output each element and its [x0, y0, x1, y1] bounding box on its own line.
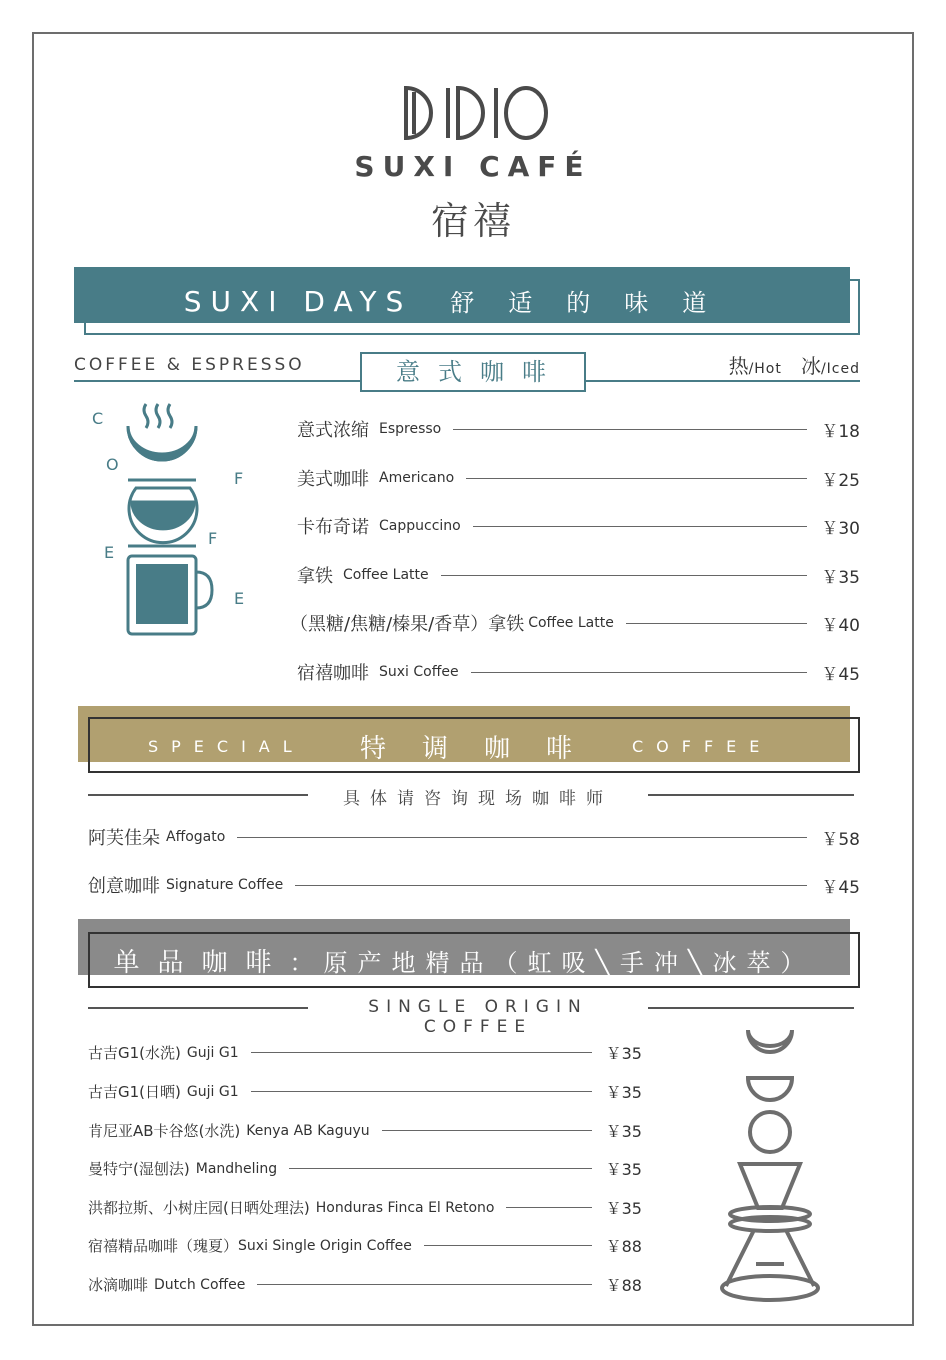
leader-line	[506, 1207, 591, 1208]
item-price: ￥35	[605, 1122, 642, 1141]
menu-item	[88, 872, 860, 898]
espresso-title-zh: 意式咖啡	[360, 352, 586, 392]
item-process-note: (日晒处理法)	[223, 1199, 310, 1217]
item-process-note: (水洗)	[198, 1122, 241, 1140]
icon-letter-c: C	[92, 409, 104, 428]
menu-item	[88, 1119, 642, 1142]
menu-item	[297, 659, 860, 685]
icon-letter-e2: E	[234, 589, 245, 608]
leader-line	[453, 429, 807, 430]
item-price: ￥88	[605, 1237, 642, 1256]
item-price: ￥35	[605, 1199, 642, 1218]
leader-line	[251, 1091, 592, 1092]
item-name-en: Honduras Finca El Retono	[315, 1199, 495, 1216]
hot-label-zh: 热	[728, 354, 749, 378]
iced-label-en: /Iced	[820, 361, 860, 377]
item-name-en: Espresso	[379, 421, 442, 437]
leader-line	[441, 575, 808, 576]
item-name-zh: 古吉G1	[88, 1083, 140, 1101]
didio-logo-icon	[400, 84, 550, 142]
item-name-zh: （黑糖/焦糖/榛果/香草）拿铁	[290, 614, 525, 635]
item-name-en: Coffee Latte	[528, 615, 614, 631]
menu-item	[290, 610, 860, 636]
leader-line	[257, 1284, 591, 1285]
leader-line	[382, 1130, 592, 1131]
menu-item	[297, 416, 860, 442]
item-name-en: Kenya AB Kaguyu	[246, 1122, 370, 1139]
menu-item	[88, 1273, 642, 1296]
item-price: ￥35	[821, 567, 860, 588]
single-origin-subtitle: SINGLE ORIGIN COFFEE	[368, 997, 588, 1037]
icon-letter-f2: F	[208, 529, 218, 548]
espresso-title-en: COFFEE & ESPRESSO	[74, 355, 305, 375]
item-name-en: Suxi Single Origin Coffee	[238, 1237, 412, 1254]
item-name-en: Cappuccino	[379, 518, 461, 534]
special-note: 具体请咨询现场咖啡师	[343, 789, 613, 809]
menu-item	[297, 465, 860, 491]
leader-line	[289, 1168, 591, 1169]
menu-item	[88, 1080, 642, 1103]
coffee-stack-icon	[86, 400, 256, 640]
item-name-zh: 曼特宁	[88, 1160, 134, 1178]
item-price: ￥40	[821, 615, 860, 636]
item-price: ￥45	[821, 664, 860, 685]
item-process-note: (日晒)	[139, 1083, 181, 1101]
item-name-en: Dutch Coffee	[154, 1276, 246, 1293]
item-price: ￥45	[821, 877, 860, 898]
item-price: ￥88	[605, 1276, 642, 1295]
item-name-zh: 宿禧精品咖啡	[88, 1237, 179, 1255]
item-price: ￥58	[821, 829, 860, 850]
item-name-zh: 美式咖啡	[297, 469, 369, 490]
item-name-zh: 宿禧咖啡	[297, 663, 369, 684]
item-name-zh: 意式浓缩	[297, 420, 369, 441]
leader-line	[295, 885, 807, 886]
item-name-en: Guji G1	[186, 1044, 239, 1061]
item-price: ￥35	[605, 1160, 642, 1179]
item-name-zh: 拿铁	[297, 566, 333, 587]
brand-name-zh: 宿禧	[430, 199, 515, 243]
divider-right	[648, 1007, 854, 1009]
special-right: COFFEE	[632, 737, 773, 756]
item-process-note: (水洗)	[139, 1044, 181, 1062]
item-name-en: Coffee Latte	[343, 567, 429, 583]
hot-iced-legend	[729, 350, 860, 379]
leader-line	[424, 1245, 592, 1246]
item-name-zh: 古吉G1	[88, 1044, 140, 1062]
suxi-days-banner-text	[74, 283, 850, 318]
divider-right	[648, 794, 854, 796]
special-left: SPECIAL	[148, 737, 305, 756]
single-origin-title-rest: ：原产地精品（虹吸╲手冲╲冰萃）	[289, 949, 815, 977]
item-name-zh: 肯尼亚AB卡谷悠	[88, 1122, 199, 1140]
icon-letter-o: O	[106, 455, 119, 474]
banner-main-en: SUXI DAYS	[183, 285, 413, 318]
leader-line	[466, 478, 807, 479]
item-name-zh: 卡布奇诺	[297, 517, 369, 538]
item-price: ￥18	[821, 421, 860, 442]
divider-left	[88, 794, 308, 796]
menu-item	[88, 1234, 642, 1257]
leader-line	[473, 526, 808, 527]
item-price: ￥25	[821, 470, 860, 491]
brand-name-en: SUXI CAFÉ	[354, 150, 592, 183]
single-origin-title-main: 单品咖啡	[113, 948, 290, 978]
item-name-en: Suxi Coffee	[379, 664, 459, 680]
item-process-note: (湿刨法)	[133, 1160, 190, 1178]
item-name-en: Signature Coffee	[166, 877, 284, 893]
item-name-en: Affogato	[166, 829, 226, 845]
hot-label-en: /Hot	[748, 361, 782, 377]
item-price: ￥35	[605, 1083, 642, 1102]
menu-item	[88, 1157, 642, 1180]
leader-line	[237, 837, 807, 838]
single-origin-banner-text	[78, 942, 850, 979]
item-name-zh: 洪都拉斯、小树庄园	[88, 1199, 224, 1217]
leader-line	[626, 623, 808, 624]
menu-item	[297, 513, 860, 539]
item-name-zh: 创意咖啡	[88, 876, 160, 897]
item-name-zh: 阿芙佳朵	[88, 828, 160, 849]
pour-over-icon	[712, 1024, 828, 1308]
special-center: 特调咖啡	[360, 734, 609, 764]
banner-main-zh: 舒适的味道	[450, 289, 741, 317]
leader-line	[251, 1052, 592, 1053]
item-price: ￥35	[605, 1044, 642, 1063]
item-name-en: Guji G1	[186, 1083, 239, 1100]
item-name-en: Americano	[379, 470, 455, 486]
item-process-note: （瑰夏）	[178, 1237, 239, 1255]
divider-left	[88, 1007, 308, 1009]
icon-letter-f1: F	[234, 469, 244, 488]
icon-letter-e1: E	[104, 543, 115, 562]
item-name-en: Mandheling	[195, 1160, 278, 1177]
menu-item	[297, 562, 860, 588]
leader-line	[471, 672, 808, 673]
menu-item	[88, 1196, 642, 1219]
item-name-zh: 冰滴咖啡	[88, 1276, 149, 1294]
iced-label-zh: 冰	[800, 354, 821, 378]
item-price: ￥30	[821, 518, 860, 539]
menu-item	[88, 1041, 642, 1064]
menu-item	[88, 824, 860, 850]
